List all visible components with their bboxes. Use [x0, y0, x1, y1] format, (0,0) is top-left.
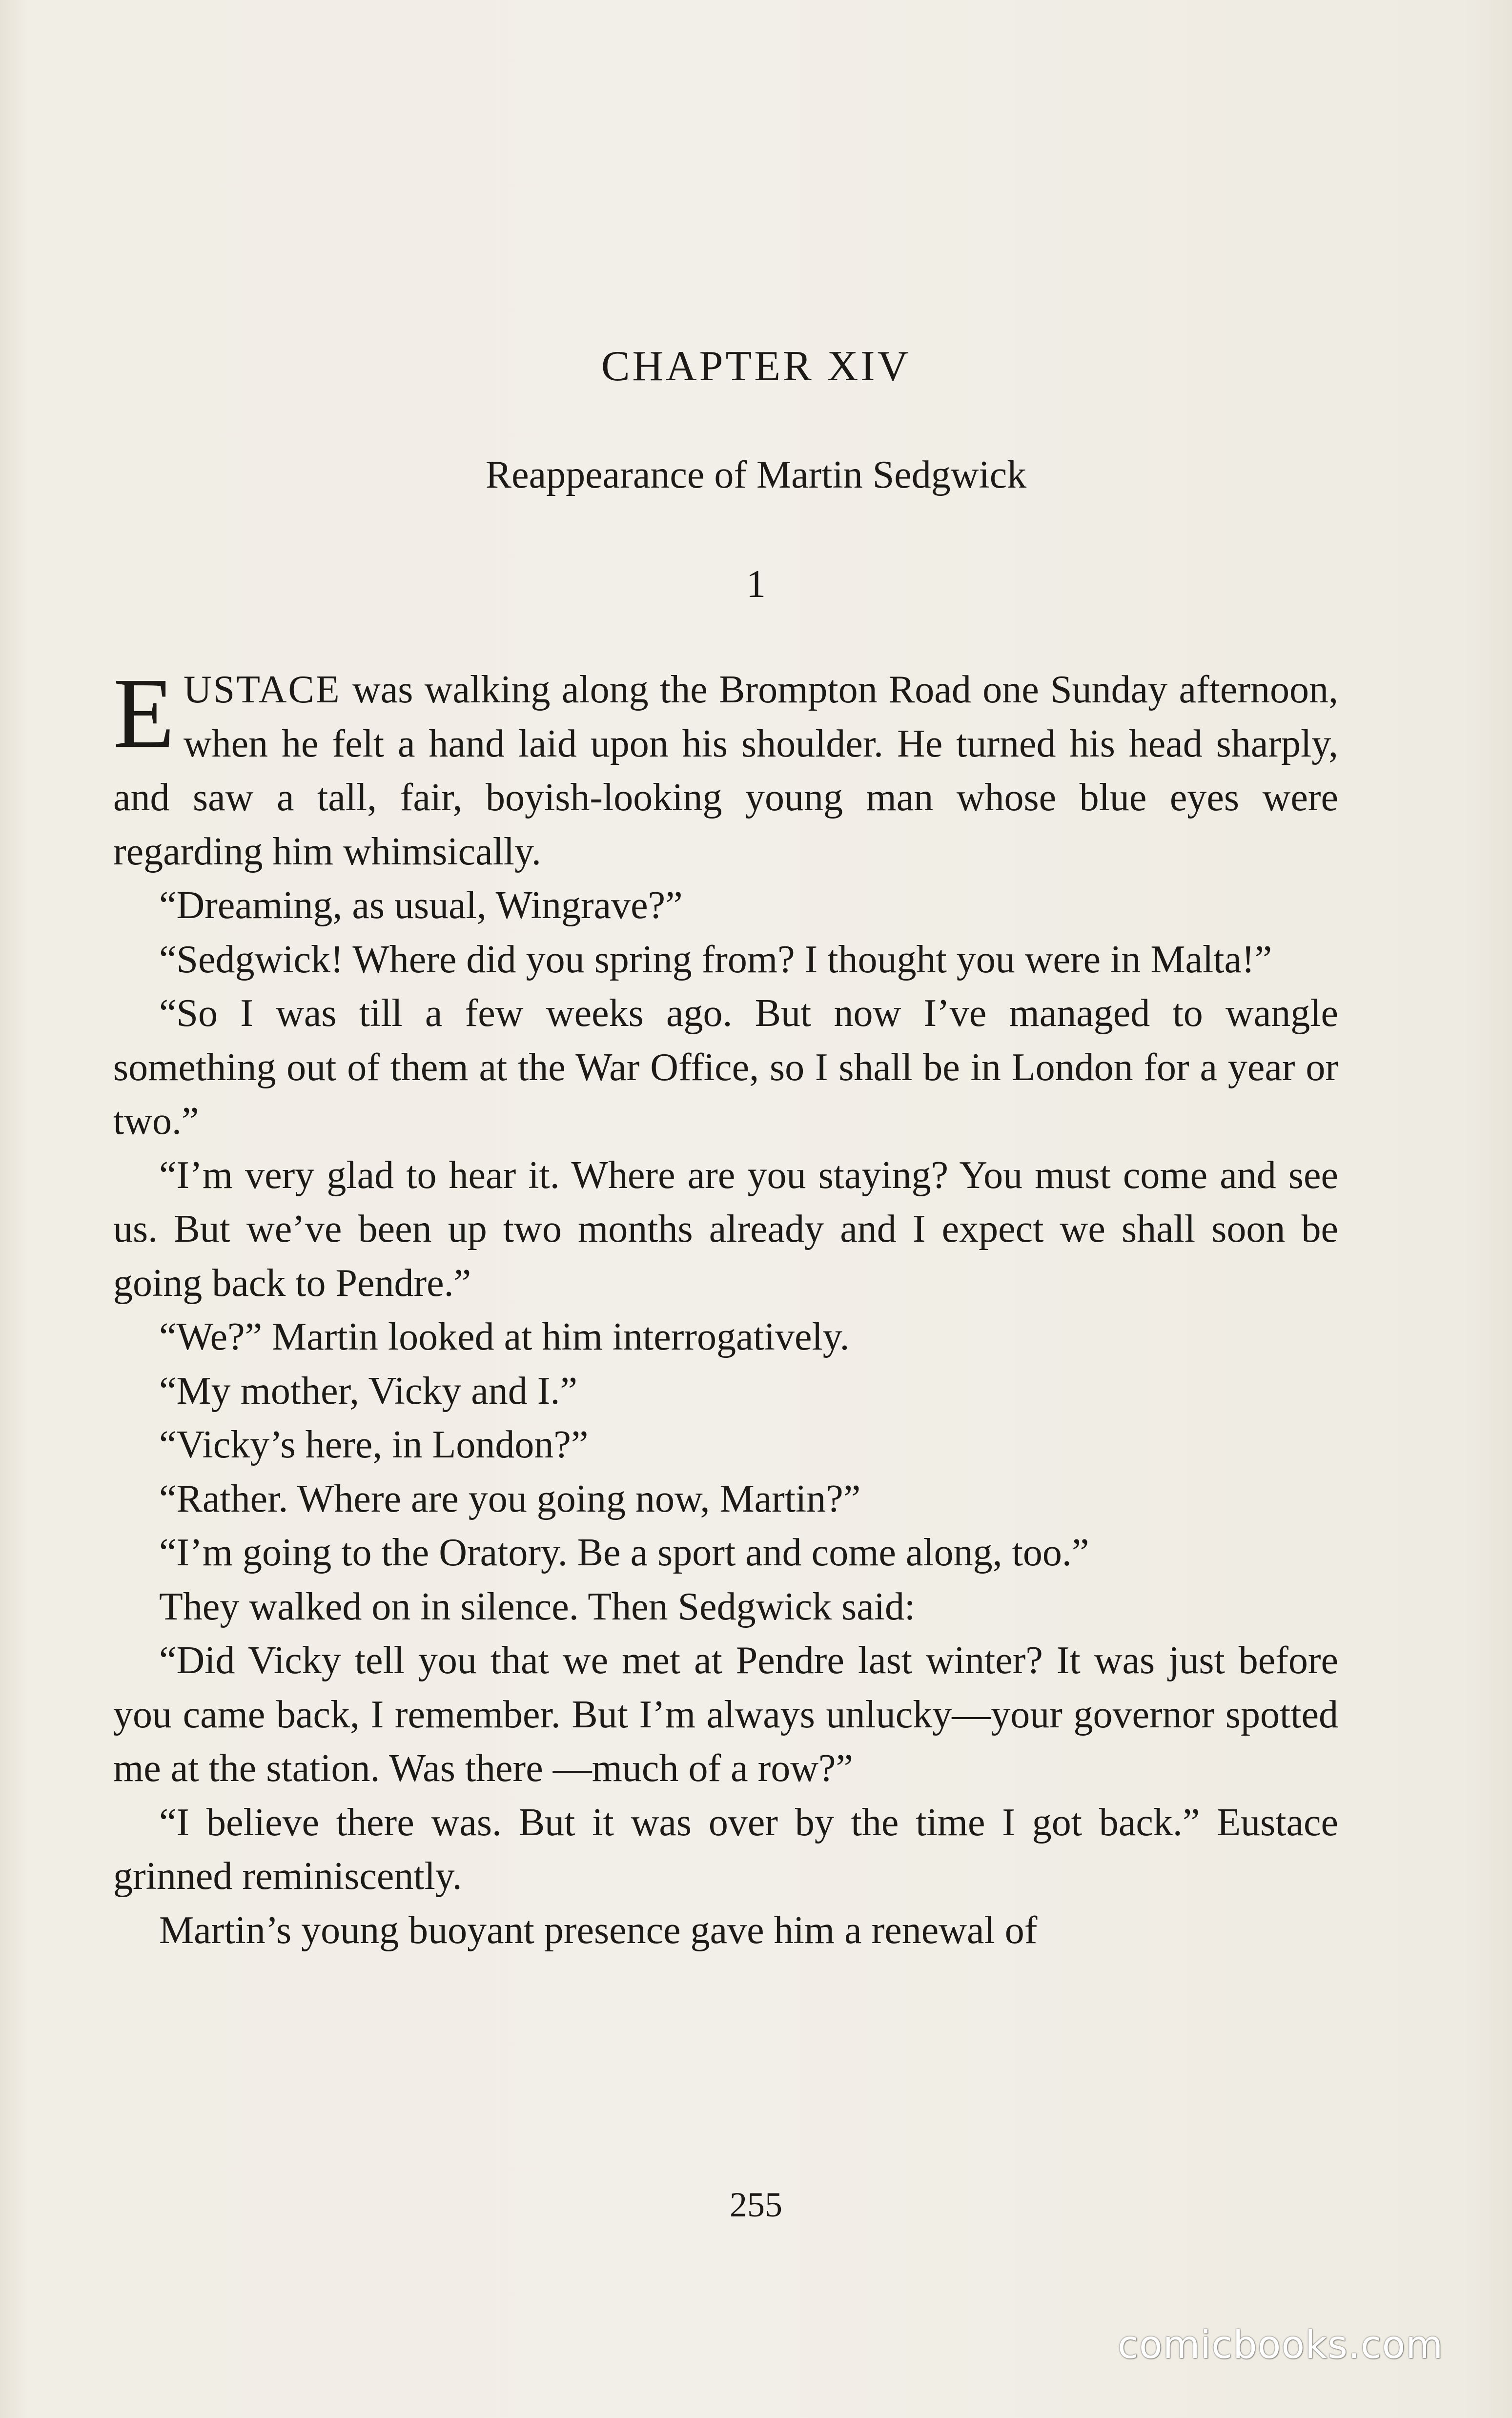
paragraph: “So I was till a few weeks ago. But now I’ve managed to wangle something out of them at the War Office, so I shall be in London for a year or two.” — [113, 992, 1338, 1143]
paragraph: “Dreaming, as usual, Wingrave?” — [159, 884, 683, 927]
watermark: comicbooks.com — [1118, 2323, 1444, 2367]
paragraph: “I believe there was. But it was over by the time I got back.” Eustace grinned reminiscently. — [113, 1801, 1338, 1898]
paragraph: Martin’s young buoyant presence gave him a renewal of — [159, 1908, 1038, 1952]
paragraph: “Did Vicky tell you that we met at Pendre last winter? It was just before you came back, I remember. But I’m always unlucky—your governor spotted me at the station. Was there —much of a row?” — [113, 1639, 1338, 1790]
drop-cap: E — [113, 657, 175, 769]
paragraph: “Rather. Where are you going now, Martin?” — [159, 1477, 861, 1520]
paragraph — [113, 657, 1338, 879]
paragraph: They walked on in silence. Then Sedgwick said: — [159, 1585, 916, 1628]
paragraph: “My mother, Vicky and I.” — [159, 1369, 577, 1413]
paragraph: “Vicky’s here, in London?” — [159, 1423, 589, 1466]
paragraph-text: was walking along the Brompton Road one Sunday afternoon, when he felt a hand laid upon his shoulder. He turned his head sharply, and saw a tall, fair, boyish-looking young man whose blue eyes were regarding him whimsically. — [113, 668, 1338, 873]
page-number: 255 — [730, 2185, 782, 2224]
chapter-title: CHAPTER XIV — [601, 343, 911, 390]
paragraph: “I’m very glad to hear it. Where are you staying? You must come and see us. But we’ve been up two months already and I expect we shall soon be going back to Pendre.” — [113, 1153, 1338, 1305]
paragraph: “We?” Martin looked at him interrogatively. — [159, 1315, 850, 1358]
chapter-subtitle: Reappearance of Martin Sedgwick — [485, 453, 1027, 496]
first-word: USTACE — [183, 668, 341, 711]
body-text — [113, 657, 1338, 1957]
section-number: 1 — [746, 563, 766, 606]
paragraph: “I’m going to the Oratory. Be a sport and come along, too.” — [159, 1531, 1089, 1574]
paragraph: “Sedgwick! Where did you spring from? I thought you were in Malta!” — [159, 938, 1272, 981]
